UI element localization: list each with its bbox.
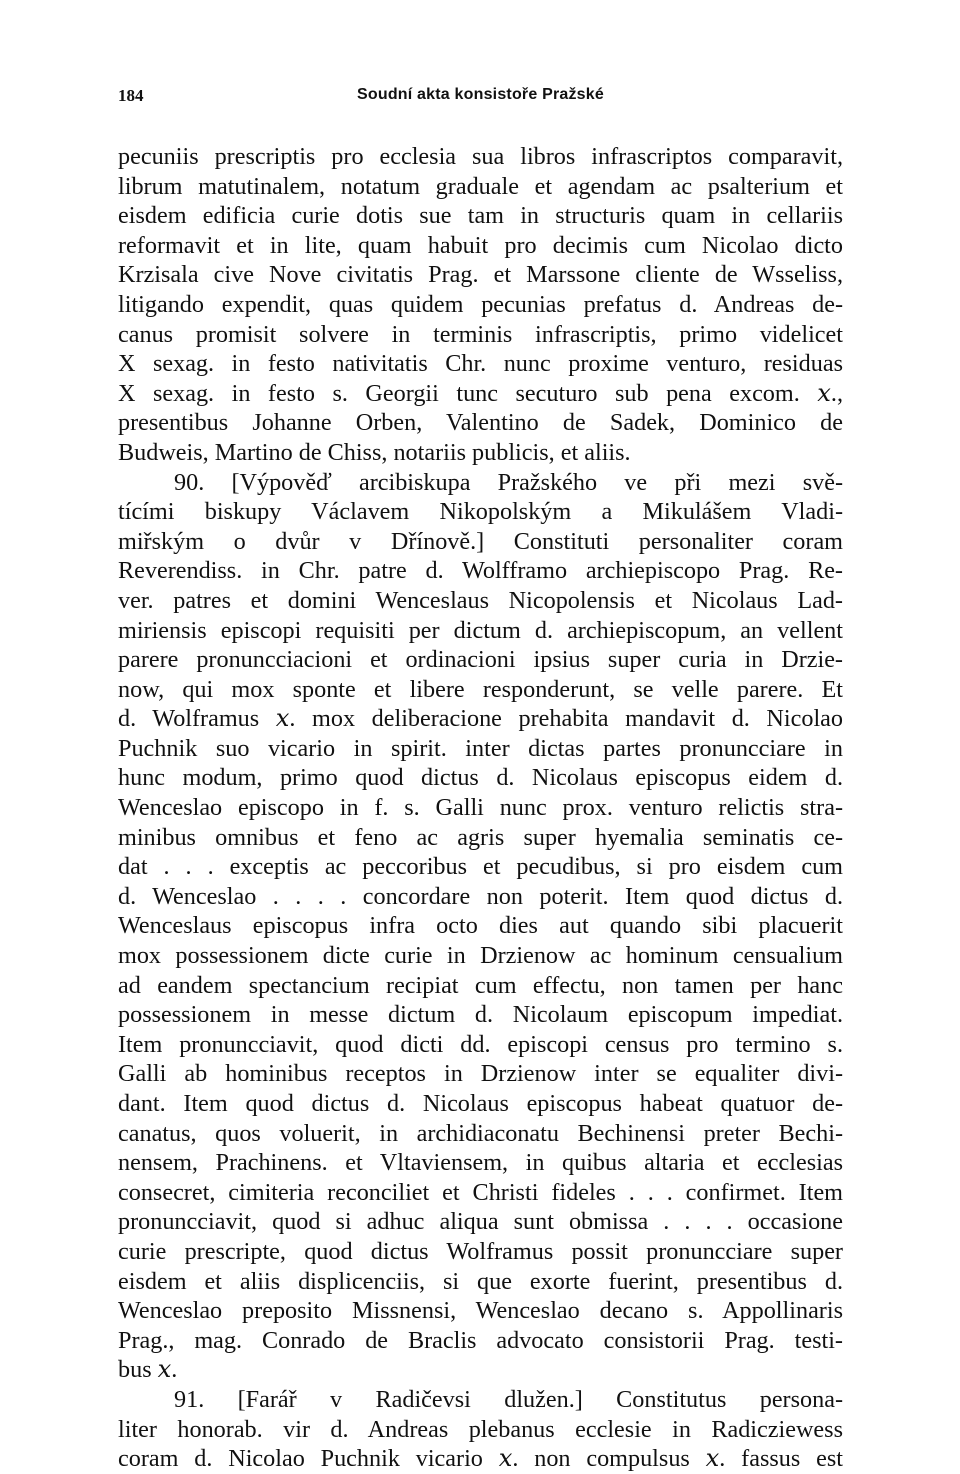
text-line: hunc modum, primo quod dictus d. Nicolaus episcopus eidem d.	[118, 764, 843, 792]
text-line: eisdem et aliis displicenciis, si que exorte fuerint, presentibus d.	[118, 1267, 843, 1295]
text-line: tícími biskupy Václavem Nikopolským a Mikulášem Vladi-	[118, 498, 843, 526]
text-line: d. Wenceslao . . . . concordare non poterit. Item quod dictus d.	[118, 882, 843, 910]
text-line: minibus omnibus et feno ac agris super hyemalia seminatis ce-	[118, 823, 843, 851]
text-line: 91. [Farář v Radičevsi dlužen.] Constitutus persona-	[174, 1385, 843, 1413]
text-line: Puchnik suo vicario in spirit. inter dictas partes pronuncciare in	[118, 734, 843, 762]
text-line: miriensis episcopi requisiti per dictum d. archiepiscopum, an vellent	[118, 616, 843, 644]
text-line: bus 𝑥.	[118, 1356, 178, 1384]
text-line: Galli ab hominibus receptos in Drzienow inter se equaliter divi-	[118, 1060, 843, 1088]
text-line: canatus, quos voluerit, in archidiaconatu Bechinensi preter Bechi-	[118, 1119, 843, 1147]
text-line: Prag., mag. Conrado de Braclis advocato consistorii Prag. testi-	[118, 1326, 843, 1354]
text-line: eisdem edificia curie dotis sue tam in structuris quam in cellariis	[118, 202, 843, 230]
text-line: X sexag. in festo s. Georgii tunc secuturo sub pena excom. 𝑥.,	[118, 379, 843, 407]
text-line: nensem, Prachinens. et Vltaviensem, in quibus altaria et ecclesias	[118, 1149, 843, 1177]
text-line: coram d. Nicolao Puchnik vicario 𝑥. non compulsus 𝑥. fassus est	[118, 1445, 843, 1473]
text-line: possessionem in messe dictum d. Nicolaum episcopum impediat.	[118, 1001, 843, 1029]
text-line: reformavit et in lite, quam habuit pro decimis cum Nicolao dicto	[118, 231, 843, 259]
text-line: Item pronuncciavit, quod dicti dd. episcopi census pro termino s.	[118, 1030, 843, 1058]
text-line: ver. patres et domini Wenceslaus Nicopolensis et Nicolaus Lad-	[118, 586, 843, 614]
text-line: Budweis, Martino de Chiss, notariis publicis, et aliis.	[118, 438, 631, 466]
text-line: X sexag. in festo nativitatis Chr. nunc proxime venturo, residuas	[118, 350, 843, 378]
text-line: Krzisala cive Nove civitatis Prag. et Marssone cliente de Wsseliss,	[118, 261, 843, 289]
text-line: dant. Item quod dictus d. Nicolaus episcopus habeat quatuor de-	[118, 1090, 843, 1117]
text-line: canus promisit solvere in terminis infrascriptis, primo videlicet	[118, 320, 843, 348]
body-text	[118, 142, 843, 1474]
text-line: pronuncciavit, quod si adhuc aliqua sunt obmissa . . . . occasione	[118, 1208, 843, 1236]
page-header	[118, 86, 843, 116]
text-line: presentibus Johanne Orben, Valentino de Sadek, Dominico de	[118, 409, 843, 437]
text-line: mox possessionem dicte curie in Drzienow ac hominum censualium	[118, 942, 843, 970]
text-line: Wenceslaus episcopus infra octo dies aut quando sibi placuerit	[118, 912, 843, 940]
text-line: Wenceslao preposito Missnensi, Wenceslao decano s. Appollinaris	[118, 1297, 843, 1325]
text-line: consecret, cimiteria reconciliet et Christi fideles . . . confirmet. Item	[118, 1178, 843, 1206]
text-line: d. Wolframus 𝑥. mox deliberacione prehabita mandavit d. Nicolao	[118, 705, 843, 733]
text-line: librum matutinalem, notatum graduale et agendam ac psalterium et	[118, 172, 843, 200]
running-title: Soudní akta konsistoře Pražské	[357, 86, 604, 103]
text-line: parere pronuncciacioni et ordinacioni ipsius super curia in Drzie-	[118, 646, 843, 674]
page-number: 184	[118, 86, 144, 105]
text-line: now, qui mox sponte et libere responderunt, se velle parere. Et	[118, 675, 843, 703]
page	[118, 86, 843, 1474]
text-line: Wenceslao episcopo in f. s. Galli nunc prox. venturo relictis stra-	[118, 794, 843, 822]
text-line: Reverendiss. in Chr. patre d. Wolfframo archiepiscopo Prag. Re-	[118, 557, 843, 585]
text-line: litigando expendit, quas quidem pecunias prefatus d. Andreas de-	[118, 290, 843, 318]
text-line: liter honorab. vir d. Andreas plebanus ecclesie in Radicziewess	[118, 1415, 843, 1443]
text-line: pecuniis prescriptis pro ecclesia sua libros infrascriptos comparavit,	[118, 143, 843, 170]
text-line: ad eandem spectancium recipiat cum effectu, non tamen per hanc	[118, 971, 843, 999]
text-line: dat . . . exceptis ac peccoribus et pecudibus, si pro eisdem cum	[118, 853, 843, 881]
text-line: curie prescripte, quod dictus Wolframus possit pronuncciare super	[118, 1237, 843, 1265]
text-line: 90. [Výpověď arcibiskupa Pražského ve při mezi svě-	[174, 468, 843, 496]
text-line: miřským o dvůr v Dřínově.] Constituti personaliter coram	[118, 527, 843, 555]
